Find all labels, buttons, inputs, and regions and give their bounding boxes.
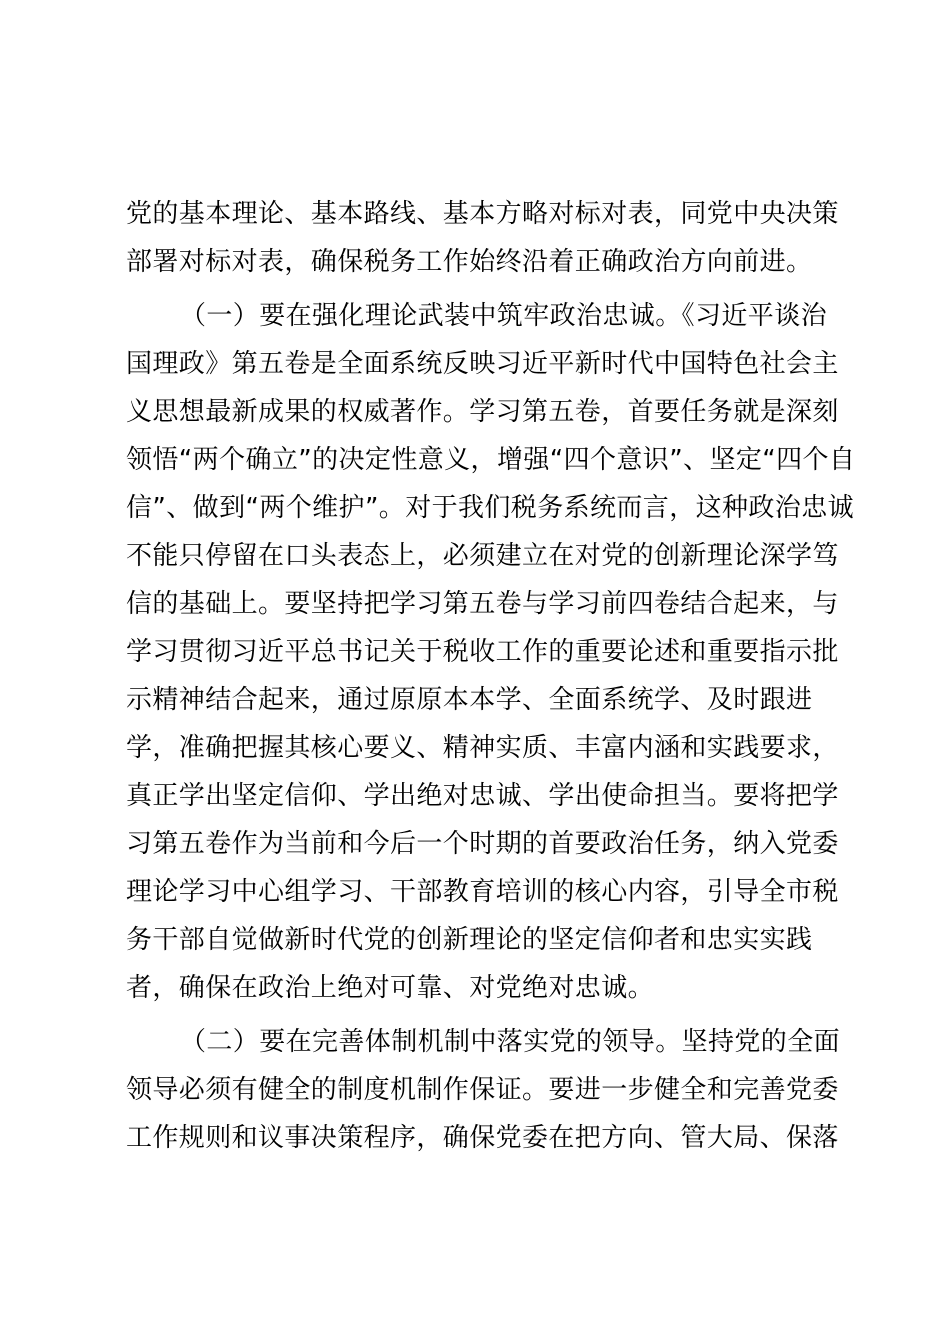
text-line: 义思想最新成果的权威著作。学习第五卷，首要任务就是深刻 <box>126 397 839 427</box>
section-two-heading-line: （二）要在完善体制机制中落实党的领导。坚持党的全面 <box>180 1027 841 1057</box>
text-line: 国理政》第五卷是全面系统反映习近平新时代中国特色社会主 <box>126 349 839 379</box>
text-line: 者，确保在政治上绝对可靠、对党绝对忠诚。 <box>126 973 655 1003</box>
text-line: 领导必须有健全的制度机制作保证。要进一步健全和完善党委 <box>126 1075 839 1105</box>
text-line: 信的基础上。要坚持把学习第五卷与学习前四卷结合起来，与 <box>126 589 839 619</box>
text-line: 不能只停留在口头表态上，必须建立在对党的创新理论深学笃 <box>126 541 839 571</box>
text-line: 工作规则和议事决策程序，确保党委在把方向、管大局、保落 <box>126 1123 839 1153</box>
paragraph-continuation <box>126 190 839 286</box>
paragraph-section-two <box>126 1018 841 1162</box>
text-line: 信”、做到“两个维护”。对于我们税务系统而言，这种政治忠诚 <box>126 493 855 523</box>
paragraph-section-one <box>126 292 856 1012</box>
text-line: 示精神结合起来，通过原原本本学、全面系统学、及时跟进 <box>126 685 813 715</box>
text-line: 领悟“两个确立”的决定性意义，增强“四个意识”、坚定“四个自 <box>126 445 856 475</box>
text-line: 学习贯彻习近平总书记关于税收工作的重要论述和重要指示批 <box>126 637 839 667</box>
text-line: 真正学出坚定信仰、学出绝对忠诚、学出使命担当。要将把学 <box>126 781 839 811</box>
text-line: 党的基本理论、基本路线、基本方略对标对表，同党中央决策 <box>126 199 839 229</box>
text-line: 学，准确把握其核心要义、精神实质、丰富内涵和实践要求， <box>126 733 839 763</box>
text-line: 理论学习中心组学习、干部教育培训的核心内容，引导全市税 <box>126 877 839 907</box>
section-one-heading-line: （一）要在强化理论武装中筑牢政治忠诚。《习近平谈治 <box>180 301 828 331</box>
text-line: 务干部自觉做新时代党的创新理论的坚定信仰者和忠实实践 <box>126 925 813 955</box>
text-line: 习第五卷作为当前和今后一个时期的首要政治任务，纳入党委 <box>126 829 839 859</box>
document-body <box>126 190 856 1162</box>
text-line: 部署对标对表，确保税务工作始终沿着正确政治方向前进。 <box>126 247 813 277</box>
